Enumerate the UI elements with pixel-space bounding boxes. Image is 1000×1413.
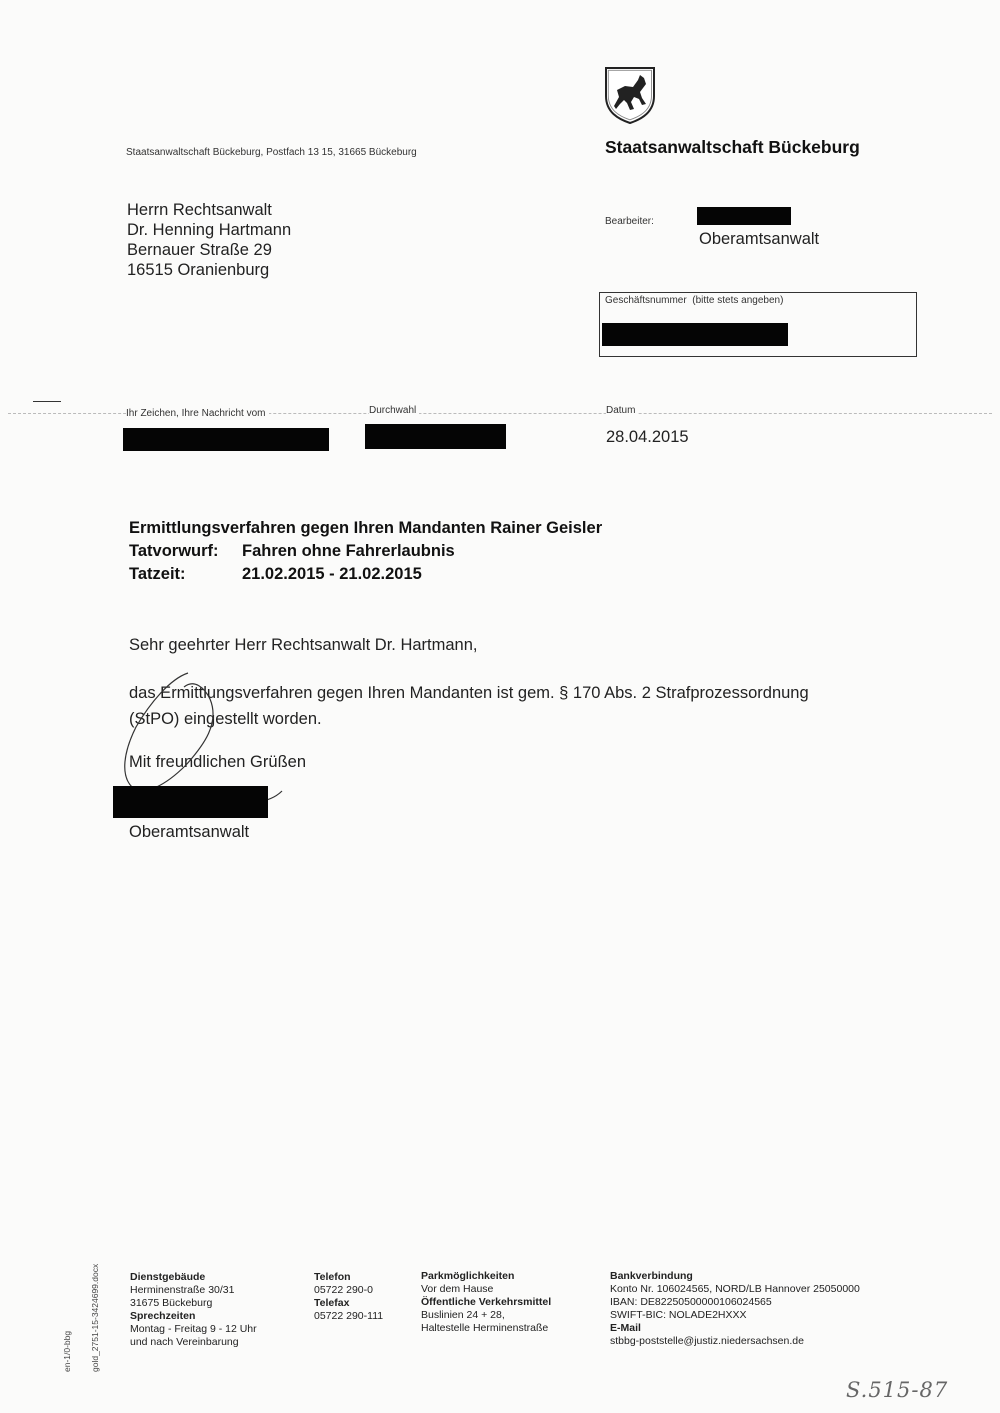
footer-phone-label: Telefon bbox=[314, 1271, 351, 1283]
footer-bank bbox=[610, 1270, 860, 1348]
footer-building bbox=[130, 1271, 257, 1349]
footer-bank-label: Bankverbindung bbox=[610, 1270, 693, 1282]
case-number-hint: (bitte stets angeben) bbox=[692, 295, 784, 306]
footer-bank-bic: SWIFT-BIC: NOLADE2HXXX bbox=[610, 1309, 747, 1321]
date-value: 28.04.2015 bbox=[606, 428, 689, 446]
footer-parking-label: Parkmöglichkeiten bbox=[421, 1270, 515, 1282]
footer-fax-value: 05722 290-111 bbox=[314, 1310, 384, 1322]
redaction-case-number bbox=[602, 323, 788, 346]
recipient-line: Herrn Rechtsanwalt bbox=[127, 201, 272, 219]
redaction-signature-name bbox=[113, 786, 268, 818]
margin-code-1: en-1/0-bbg bbox=[62, 1330, 72, 1372]
extension-label: Durchwahl bbox=[369, 405, 419, 416]
recipient-line: Dr. Henning Hartmann bbox=[127, 221, 292, 239]
recipient-address bbox=[127, 200, 291, 280]
time-label: Tatzeit: bbox=[129, 565, 186, 583]
footer-hours-label: Sprechzeiten bbox=[130, 1310, 196, 1322]
time-line bbox=[129, 563, 602, 586]
case-number-box bbox=[599, 292, 917, 357]
footer-phone-value: 05722 290-0 bbox=[314, 1284, 373, 1296]
footer-building-city: 31675 Bückeburg bbox=[130, 1297, 213, 1309]
subject-block bbox=[129, 517, 602, 586]
footer-parking bbox=[421, 1270, 551, 1335]
footer-email-label: E-Mail bbox=[610, 1322, 641, 1334]
salutation: Sehr geehrter Herr Rechtsanwalt Dr. Hartmann, bbox=[129, 636, 478, 654]
footer-hours-line: Montag - Freitag 9 - 12 Uhr bbox=[130, 1323, 257, 1335]
body-paragraph-line: (StPO) eingestellt worden. bbox=[129, 710, 322, 728]
case-number-label bbox=[605, 295, 783, 306]
footer-bank-account: Konto Nr. 106024565, NORD/LB Hannover 25050000 bbox=[610, 1283, 860, 1295]
footer-fax-label: Telefax bbox=[314, 1297, 350, 1309]
footer-hours-line: und nach Vereinbarung bbox=[130, 1336, 239, 1348]
footer-bank-iban: IBAN: DE82250500000106024565 bbox=[610, 1296, 772, 1308]
return-address: Staatsanwaltschaft Bückeburg, Postfach 13 15, 31665 Bückeburg bbox=[126, 147, 417, 158]
closing: Mit freundlichen Grüßen bbox=[129, 753, 306, 771]
authority-name: Staatsanwaltschaft Bückeburg bbox=[605, 137, 860, 157]
recipient-line: 16515 Oranienburg bbox=[127, 261, 270, 279]
footer-building-street: Herminenstraße 30/31 bbox=[130, 1284, 235, 1296]
clerk-label: Bearbeiter: bbox=[605, 216, 654, 227]
redaction-your-ref bbox=[123, 428, 329, 451]
redaction-extension bbox=[365, 424, 506, 449]
footer-building-label: Dienstgebäude bbox=[130, 1271, 206, 1283]
charge-label: Tatvorwurf: bbox=[129, 542, 219, 560]
charge-value: Fahren ohne Fahrerlaubnis bbox=[242, 542, 455, 560]
redaction-clerk-name bbox=[697, 207, 791, 225]
footer-transit-line: Buslinien 24 + 28, bbox=[421, 1309, 505, 1321]
time-value: 21.02.2015 - 21.02.2015 bbox=[242, 565, 422, 583]
subject-line: Ermittlungsverfahren gegen Ihren Mandanten Rainer Geisler bbox=[129, 519, 603, 537]
recipient-line: Bernauer Straße 29 bbox=[127, 241, 272, 259]
footer-transit-line: Haltestelle Herminenstraße bbox=[421, 1322, 549, 1334]
footer-parking-value: Vor dem Hause bbox=[421, 1283, 494, 1295]
signature-title: Oberamtsanwalt bbox=[129, 823, 250, 841]
coat-of-arms-logo bbox=[604, 66, 656, 124]
handwritten-note: S.515-87 bbox=[846, 1378, 949, 1402]
footer-phone bbox=[314, 1271, 383, 1323]
short-margin-mark bbox=[33, 401, 61, 402]
footer-email-value: stbbg-poststelle@justiz.niedersachsen.de bbox=[610, 1335, 804, 1347]
date-label: Datum bbox=[606, 405, 638, 416]
your-ref-label: Ihr Zeichen, Ihre Nachricht vom bbox=[126, 408, 269, 419]
charge-line bbox=[129, 540, 602, 563]
margin-code-2: gold_2751-15-3424699.docx bbox=[90, 1263, 100, 1372]
clerk-title: Oberamtsanwalt bbox=[699, 230, 820, 248]
case-number-label-text: Geschäftsnummer bbox=[605, 295, 687, 306]
body-paragraph-line: das Ermittlungsverfahren gegen Ihren Mandanten ist gem. § 170 Abs. 2 Strafprozessordnung bbox=[129, 684, 809, 702]
footer-transit-label: Öffentliche Verkehrsmittel bbox=[421, 1296, 552, 1308]
